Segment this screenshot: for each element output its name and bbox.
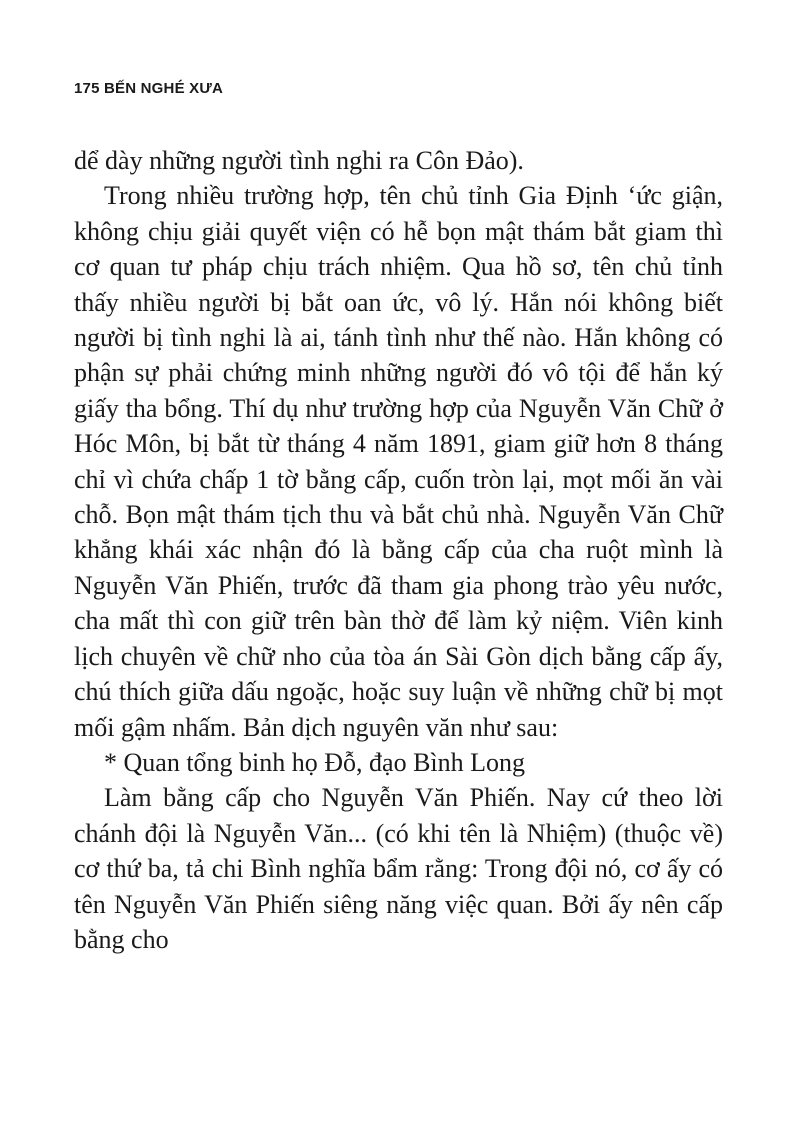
running-head: 175 BẾN NGHÉ XƯA [74, 80, 224, 97]
body-text [74, 143, 723, 957]
paragraph-quan-tong-binh: * Quan tổng binh họ Đỗ, đạo Bình Long [104, 747, 526, 777]
paragraph-continuation: dể dày những người tình nghi ra Côn Đảo). [74, 146, 524, 175]
paragraph-chu-tinh: Trong nhiều trường hợp, tên chủ tỉnh Gia Định ‘ức giận, không chịu giải quyết viện có hễ bọn mật thám bắt giam thì cơ quan tư pháp chịu trách nhiệm. Qua hồ sơ, tên chủ tỉnh thấy nhiều người bị bắt oan ức, vô lý. Hắn nói không biết người bị tình nghi là ai, tánh tình như thế nào. Hắn không có phận sự phải chứng minh những người đó vô tội để hắn ký giấy tha bổng. Thí dụ như trường hợp của Nguyễn Văn Chữ ở Hóc Môn, bị bắt từ tháng 4 năm 1891, giam giữ hơn 8 tháng chỉ vì chứa chấp 1 tờ bằng cấp, cuốn tròn lại, mọt mối ăn vài chỗ. Bọn mật thám tịch thu và bắt chủ nhà. Nguyễn Văn Chữ khẳng khái xác nhận đó là bằng cấp của cha ruột mình là Nguyễn Văn Phiến, trước đã tham gia phong trào yêu nước, cha mất thì con giữ trên bàn thờ để làm kỷ niệm. Viên kinh lịch chuyên về chữ nho của tòa án Sài Gòn dịch bằng cấp ấy, chú thích giữa dấu ngoặc, hoặc suy luận về những chữ bị mọt mối gậm nhấm. Bản dịch nguyên văn như sau: [74, 181, 723, 742]
paragraph-bang-cap: Làm bằng cấp cho Nguyễn Văn Phiến. Nay cứ theo lời chánh đội là Nguyễn Văn... (có khi tên là Nhiệm) (thuộc về) cơ thứ ba, tả chi Bình nghĩa bẩm rằng: Trong đội nó, cơ ấy có tên Nguyễn Văn Phiến siêng năng việc quan. Bởi ấy nên cấp bằng cho [74, 783, 723, 954]
